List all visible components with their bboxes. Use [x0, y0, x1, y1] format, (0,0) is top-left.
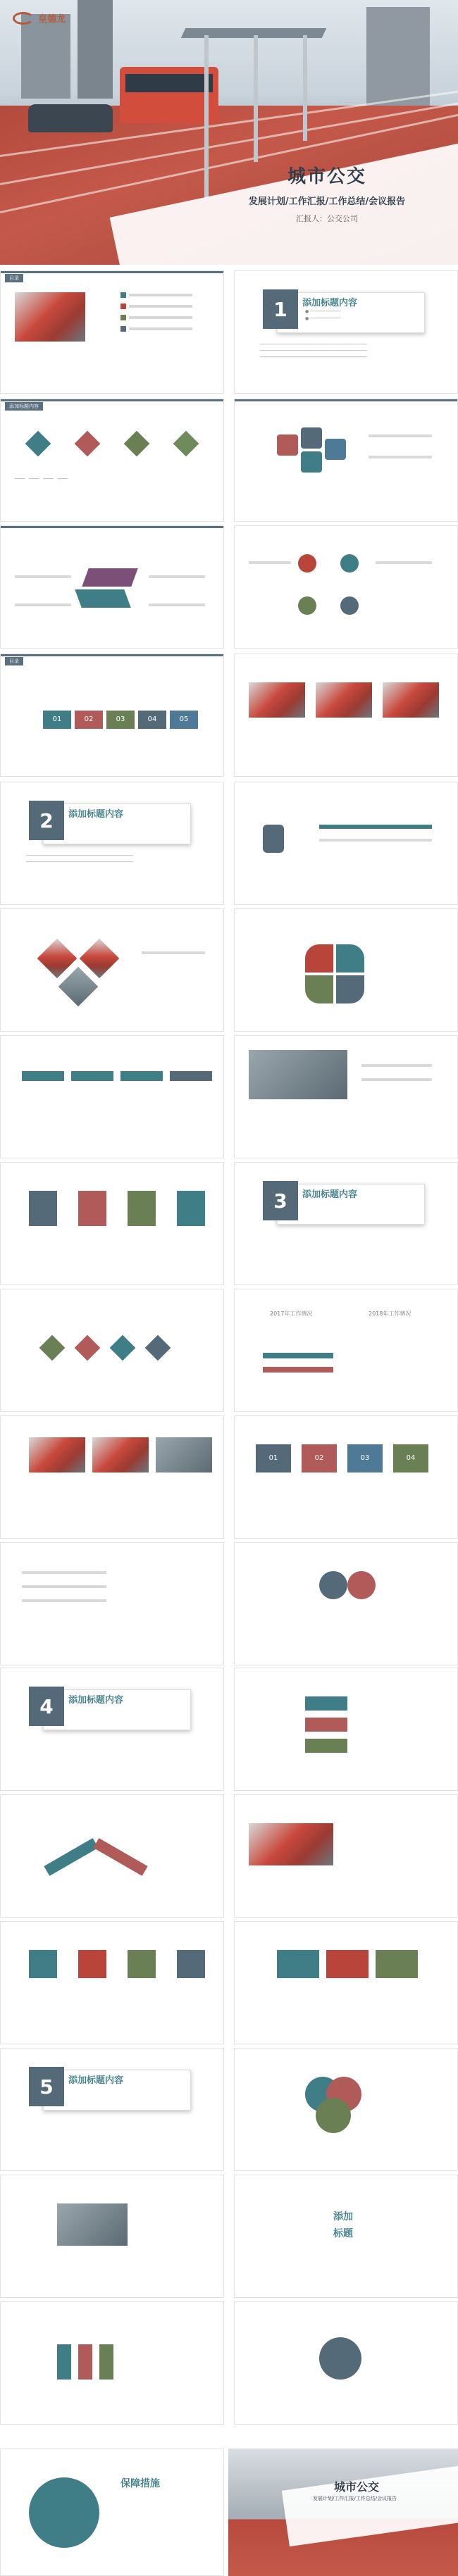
slide-arrows — [0, 525, 224, 649]
slide-hex-cycle — [234, 1921, 458, 2044]
slide-zigzag — [0, 1289, 224, 1412]
logo-text: 皇德龙 — [38, 14, 66, 25]
section-number: 1 — [263, 289, 298, 329]
runner-icon — [263, 825, 284, 853]
slide-steps-vertical — [234, 1668, 458, 1791]
year-2017-label: 2017年工作情况 — [270, 1311, 313, 1317]
section-number: 5 — [29, 2067, 64, 2106]
year-2018-label: 2018年工作情况 — [369, 1311, 411, 1317]
closing-subtitle: 发展计划/工作汇报/工作总结/会议报告 — [313, 2496, 397, 2501]
slide-puzzle — [234, 399, 458, 522]
slide-photo-grid — [0, 1415, 224, 1539]
slide-icons — [0, 1921, 224, 2044]
slide-contents — [0, 270, 224, 394]
slide-runner — [234, 782, 458, 905]
slide-circle-arrows — [234, 908, 458, 1032]
slide-badges — [0, 1162, 224, 1285]
slide-photos — [234, 654, 458, 777]
meeting-photo — [249, 1050, 347, 1099]
center-title-2: 标题 — [333, 2228, 353, 2239]
center-title-1: 添加 — [333, 2211, 353, 2222]
closing-slide — [228, 2449, 458, 2576]
slide-venn — [234, 2048, 458, 2171]
section-number: 2 — [29, 801, 64, 840]
section-title: 添加标题内容 — [68, 2075, 124, 2086]
section-title: 添加标题内容 — [302, 298, 358, 308]
slide-mosaic — [0, 908, 224, 1032]
slide-header: 目录 — [5, 274, 23, 282]
logo-mark-icon — [13, 12, 34, 25]
slide-section-3 — [234, 1162, 458, 1285]
cover-reporter: 汇报人：公交公司 — [296, 214, 358, 223]
slide-diamonds: 添加标题内容 ──── ──── ──── ──── — [0, 399, 224, 522]
slide-meeting — [234, 1035, 458, 1158]
section-number: 4 — [29, 1687, 64, 1726]
bus-photo — [249, 682, 305, 718]
slide-people — [0, 2301, 224, 2425]
cover-subtitle: 发展计划/工作汇报/工作总结/会议报告 — [248, 196, 406, 207]
slide-wheel — [234, 2301, 458, 2425]
slide-list — [0, 1542, 224, 1665]
guarantee-title: 保障措施 — [120, 2478, 160, 2489]
slide-timeline — [0, 1035, 224, 1158]
slide-mountain — [0, 1794, 224, 1918]
slide-bus-photo — [234, 1794, 458, 1918]
slide-devices — [0, 2175, 224, 2298]
slide-section-2: 2 添加标题内容 ────────────────────────────────────────── ────────────────────────────────────────── — [0, 782, 224, 905]
cover-title: 城市公交 — [287, 166, 366, 187]
slide-section-4 — [0, 1668, 224, 1791]
bus-photo — [383, 682, 439, 718]
slide-person-quad — [234, 1542, 458, 1665]
section-title: 添加标题内容 — [302, 1189, 358, 1200]
cover-slide — [0, 0, 458, 265]
slide-header: 目录 — [5, 657, 23, 665]
slide-guarantee — [0, 2449, 224, 2576]
bus-photo — [15, 292, 85, 342]
slide-four-boxes: 01 02 03 04 — [234, 1415, 458, 1539]
slide-section-5 — [0, 2048, 224, 2171]
slide-year-compare — [234, 1289, 458, 1412]
slide-steps: 目录 01 02 03 04 05 — [0, 654, 224, 777]
slide-header: 添加标题内容 — [5, 402, 43, 411]
brand-logo — [13, 11, 66, 25]
closing-title: 城市公交 — [334, 2480, 380, 2494]
bus-photo — [316, 682, 372, 718]
slide-cross — [234, 525, 458, 649]
section-title: 添加标题内容 — [68, 809, 124, 820]
slide-center-title — [234, 2175, 458, 2298]
section-number: 3 — [263, 1181, 298, 1220]
section-title: 添加标题内容 — [68, 1695, 124, 1706]
slide-section-1: 1 添加标题内容 ● ──────────── ● ──────────── ────────────────────────────────────────── ────────────────────────────────────────── ────────────────────────────────────────── — [234, 270, 458, 394]
